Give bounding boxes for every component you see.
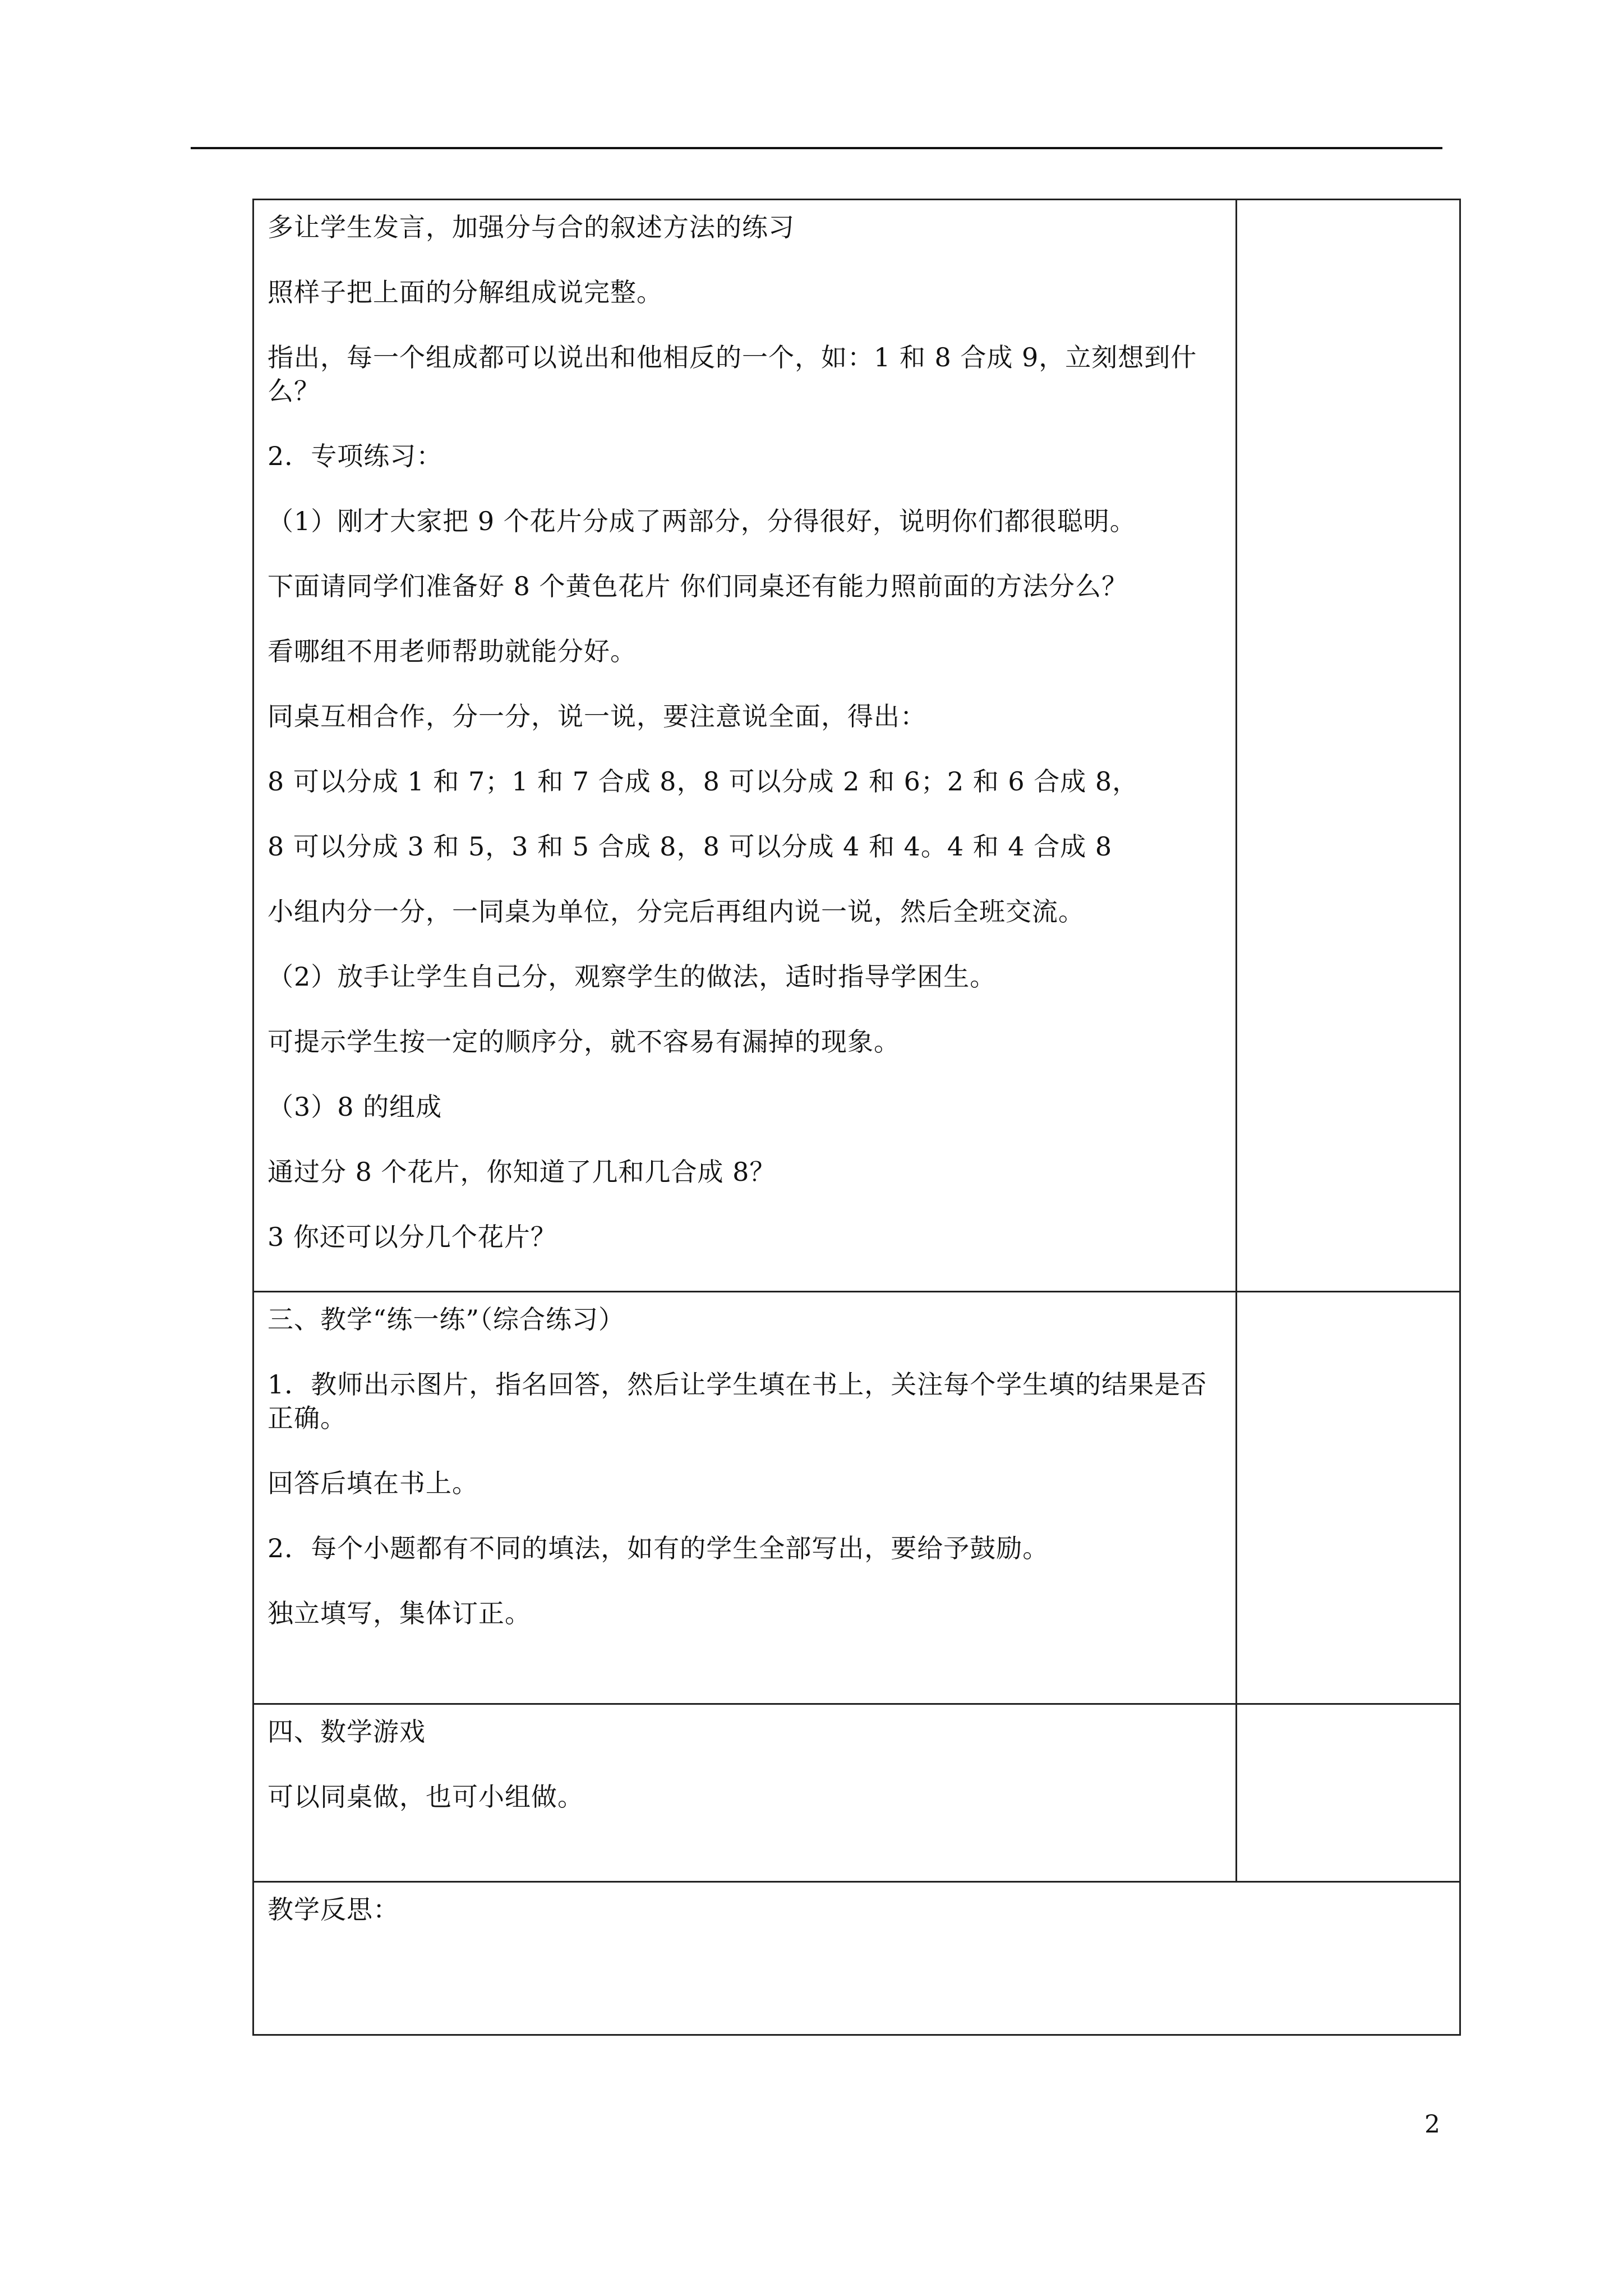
main-cell [253,1292,1237,1704]
text-line: 1．教师出示图片，指名回答，然后让学生填在书上，关注每个学生填的结果是否正确。 [268,1369,1207,1433]
lesson-plan-table [252,199,1461,2036]
text-line: 小组内分一分，一同桌为单位，分完后再组内说一说，然后全班交流。 [268,896,1085,927]
text-line: 多让学生发言，加强分与合的叙述方法的练习 [268,212,795,242]
table-row [253,200,1460,1292]
table-row [253,1882,1460,2035]
text-line: 2．专项练习： [268,441,443,471]
text-line: 同桌互相合作，分一分，说一说，要注意说全面，得出： [268,701,926,731]
table-row [253,1704,1460,1882]
table-row [253,1292,1460,1704]
text-line: 通过分 8 个花片，你知道了几和几合成 8？ [268,1157,776,1187]
text-line: 可提示学生按一定的顺序分，就不容易有漏掉的现象。 [268,1027,900,1057]
text-line: （2）放手让学生自己分，观察学生的做法，适时指导学困生。 [268,961,997,992]
main-cell [253,200,1237,1292]
text-line: 独立填写，集体订正。 [268,1598,531,1628]
text-line: 指出，每一个组成都可以说出和他相反的一个，如：1 和 8 合成 9，立刻想到什么？ [268,342,1197,406]
page-number: 2 [1424,2110,1440,2139]
main-cell [253,1704,1237,1882]
text-line: 8 可以分成 3 和 5，3 和 5 合成 8，8 可以分成 4 和 4。4 和 4 合成 8 [268,831,1113,862]
side-cell [1237,1292,1460,1704]
side-cell [1237,200,1460,1292]
text-line: 8 可以分成 1 和 7；1 和 7 合成 8，8 可以分成 2 和 6；2 和 6 合成 8， [268,766,1139,797]
reflection-cell [253,1882,1460,2035]
text-line: 下面请同学们准备好 8 个黄色花片 你们同桌还有能力照前面的方法分么？ [268,571,1128,601]
reflection-label: 教学反思： [268,1894,399,1925]
text-line: 看哪组不用老师帮助就能分好。 [268,636,637,666]
header-rule [191,147,1442,149]
text-line: 照样子把上面的分解组成说完整。 [268,277,663,307]
text-line: 3 你还可以分几个花片？ [268,1222,557,1252]
text-line: （3）8 的组成 [268,1092,442,1122]
section-heading: 三、教学“练一练”（综合练习） [268,1304,625,1335]
text-line: 2．每个小题都有不同的填法，如有的学生全部写出，要给予鼓励。 [268,1533,1049,1563]
side-cell [1237,1704,1460,1882]
text-line: 回答后填在书上。 [268,1468,478,1498]
section-heading: 四、数学游戏 [268,1717,426,1747]
text-line: （1）刚才大家把 9 个花片分成了两部分，分得很好，说明你们都很聪明。 [268,506,1136,536]
text-line: 可以同桌做，也可小组做。 [268,1782,584,1812]
